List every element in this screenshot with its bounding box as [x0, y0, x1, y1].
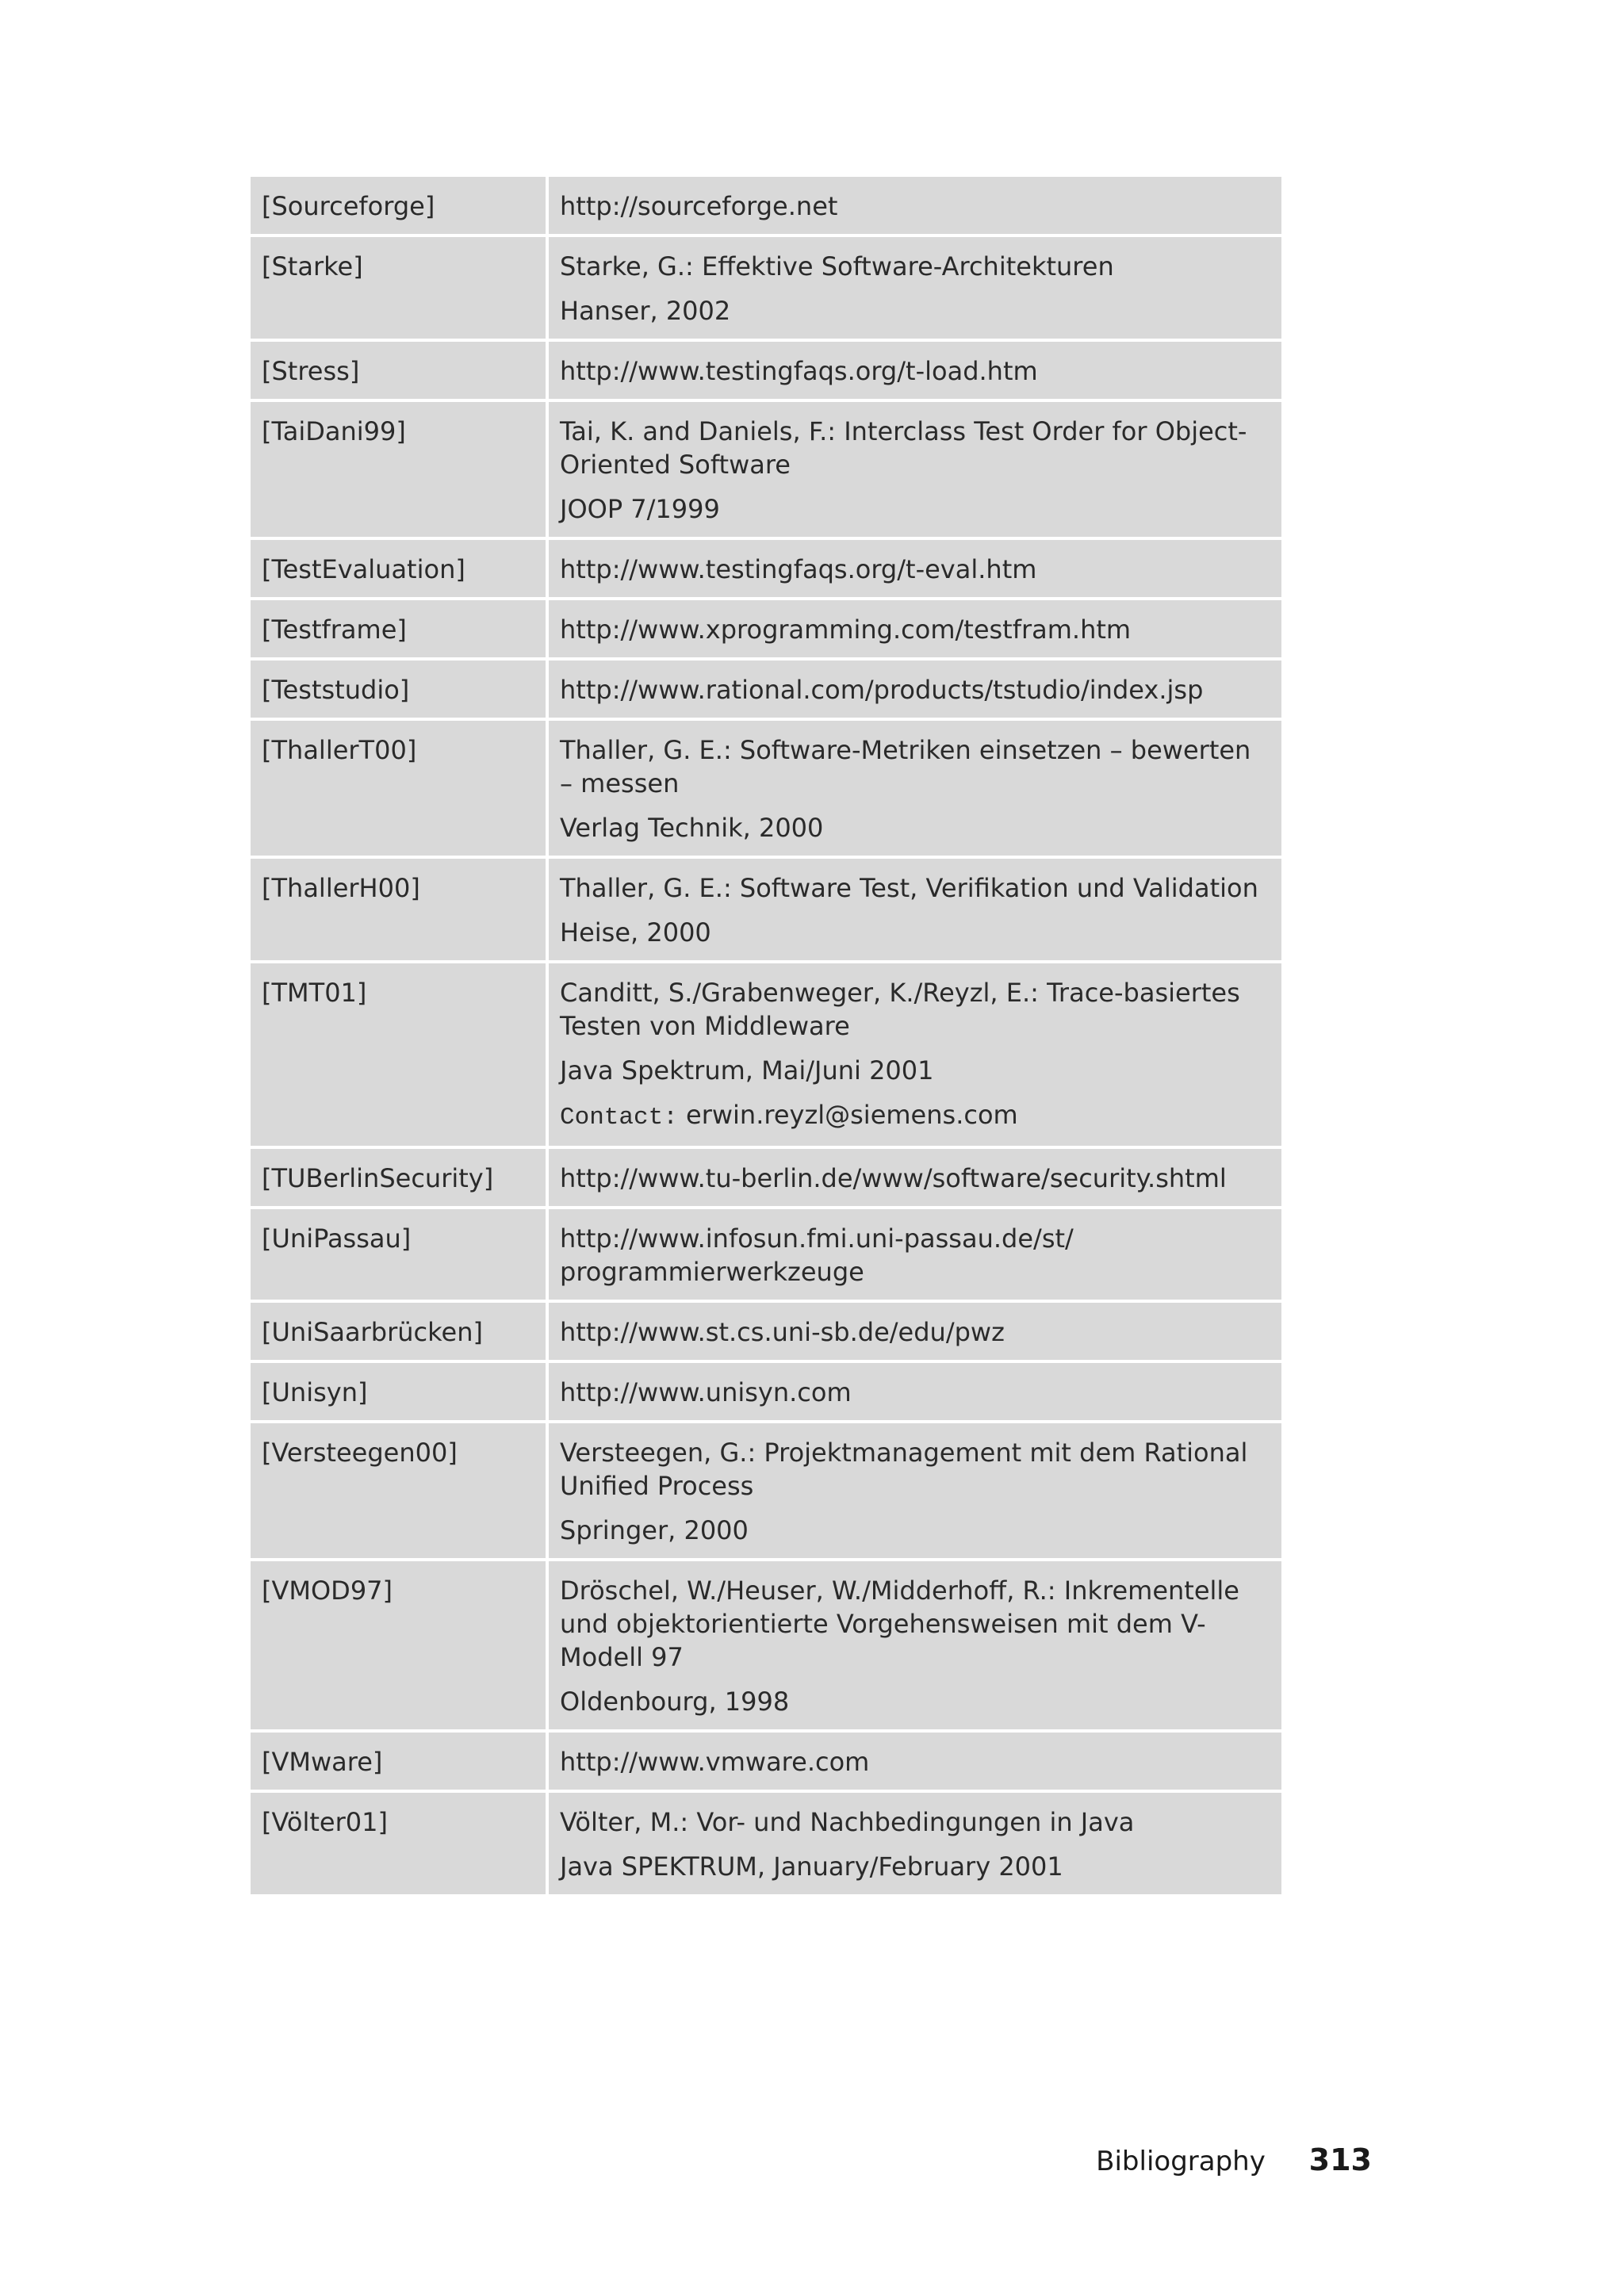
- citation-line: [560, 871, 1270, 905]
- page-number: 313: [1308, 2142, 1372, 2177]
- reference-citation: [547, 1361, 1283, 1422]
- reference-citation: [547, 340, 1283, 400]
- citation-line: [560, 1222, 1270, 1288]
- citation-text: Springer, 2000: [560, 1515, 749, 1545]
- citation-text: http://www.unisyn.com: [560, 1377, 852, 1407]
- reference-key: [Versteegen00]: [249, 1422, 547, 1560]
- citation-line: [560, 250, 1270, 283]
- bibliography-row: [249, 857, 1283, 962]
- citation-text: Thaller, G. E.: Software-Metriken einsetzen – bewerten – messen: [560, 735, 1251, 798]
- contact-label: Contact:: [560, 1104, 678, 1131]
- reference-key: [VMware]: [249, 1731, 547, 1791]
- citation-line: [560, 1850, 1270, 1883]
- bibliography-row: [249, 1208, 1283, 1301]
- reference-citation: [547, 1731, 1283, 1791]
- reference-citation: [547, 962, 1283, 1147]
- bibliography-row: [249, 340, 1283, 400]
- bibliography-row: [249, 175, 1283, 235]
- citation-line: [560, 1098, 1270, 1135]
- bibliography-row: [249, 962, 1283, 1147]
- reference-key: [TaiDani99]: [249, 400, 547, 538]
- citation-text: Hanser, 2002: [560, 296, 731, 326]
- citation-line: [560, 1514, 1270, 1547]
- reference-key: [Unisyn]: [249, 1361, 547, 1422]
- citation-line: [560, 553, 1270, 586]
- citation-text: Java SPEKTRUM, January/February 2001: [560, 1851, 1063, 1882]
- bibliography-row: [249, 538, 1283, 599]
- reference-key: [Teststudio]: [249, 659, 547, 719]
- citation-line: [560, 415, 1270, 481]
- bibliography-table-body: [249, 175, 1283, 1896]
- reference-key: [ThallerT00]: [249, 719, 547, 857]
- bibliography-row: [249, 1361, 1283, 1422]
- bibliography-row: [249, 659, 1283, 719]
- reference-key: [Starke]: [249, 235, 547, 340]
- citation-line: [560, 1574, 1270, 1674]
- citation-text: http://www.testingfaqs.org/t-load.htm: [560, 356, 1038, 386]
- citation-text: http://www.infosun.fmi.uni-passau.de/st/ programmierwerkzeuge: [560, 1223, 1074, 1287]
- reference-citation: [547, 1208, 1283, 1301]
- bibliography-row: [249, 1147, 1283, 1208]
- reference-citation: [547, 1147, 1283, 1208]
- citation-text: http://www.vmware.com: [560, 1747, 870, 1777]
- citation-line: [560, 294, 1270, 327]
- reference-citation: [547, 400, 1283, 538]
- reference-citation: [547, 719, 1283, 857]
- reference-key: [VMOD97]: [249, 1560, 547, 1731]
- page-footer: [1096, 2144, 1372, 2177]
- citation-text: erwin.reyzl@siemens.com: [686, 1100, 1018, 1130]
- running-head: Bibliography: [1096, 2146, 1266, 2177]
- bibliography-row: [249, 1560, 1283, 1731]
- citation-text: Dröschel, W./Heuser, W./Midderhoff, R.: Inkrementelle und objektorientierte Vorgehensweisen mit dem V-Modell 97: [560, 1576, 1239, 1672]
- citation-text: Heise, 2000: [560, 917, 711, 948]
- bibliography-row: [249, 235, 1283, 340]
- citation-line: [560, 673, 1270, 706]
- citation-line: [560, 1162, 1270, 1195]
- reference-citation: [547, 1791, 1283, 1896]
- citation-text: Starke, G.: Effektive Software-Architekturen: [560, 251, 1114, 281]
- citation-text: Völter, M.: Vor- und Nachbedingungen in Java: [560, 1807, 1135, 1837]
- citation-line: [560, 354, 1270, 388]
- citation-line: [560, 1315, 1270, 1349]
- reference-citation: [547, 538, 1283, 599]
- reference-key: [Testframe]: [249, 599, 547, 659]
- citation-line: [560, 916, 1270, 949]
- citation-text: Tai, K. and Daniels, F.: Interclass Test Order for Object-Oriented Software: [560, 416, 1247, 480]
- reference-citation: [547, 235, 1283, 340]
- citation-line: [560, 492, 1270, 526]
- citation-line: [560, 811, 1270, 844]
- citation-text: http://sourceforge.net: [560, 191, 838, 221]
- bibliography-row: [249, 1422, 1283, 1560]
- bibliography-row: [249, 1731, 1283, 1791]
- reference-citation: [547, 1301, 1283, 1361]
- bibliography-row: [249, 1791, 1283, 1896]
- reference-key: [TUBerlinSecurity]: [249, 1147, 547, 1208]
- bibliography-row: [249, 1301, 1283, 1361]
- citation-text: Java Spektrum, Mai/Juni 2001: [560, 1055, 934, 1085]
- reference-citation: [547, 1560, 1283, 1731]
- citation-line: [560, 1054, 1270, 1087]
- citation-line: [560, 1805, 1270, 1839]
- bibliography-row: [249, 599, 1283, 659]
- citation-text: Versteegen, G.: Projektmanagement mit dem Rational Unified Process: [560, 1438, 1248, 1501]
- reference-key: [TMT01]: [249, 962, 547, 1147]
- citation-line: [560, 613, 1270, 646]
- citation-line: [560, 1436, 1270, 1503]
- reference-citation: [547, 599, 1283, 659]
- reference-citation: [547, 857, 1283, 962]
- citation-text: JOOP 7/1999: [560, 494, 720, 524]
- citation-text: http://www.tu-berlin.de/www/software/security.shtml: [560, 1163, 1227, 1193]
- citation-text: Verlag Technik, 2000: [560, 813, 824, 843]
- reference-citation: [547, 659, 1283, 719]
- citation-line: [560, 190, 1270, 223]
- citation-text: Thaller, G. E.: Software Test, Verifikation und Validation: [560, 873, 1258, 903]
- reference-key: [UniSaarbrücken]: [249, 1301, 547, 1361]
- reference-key: [Stress]: [249, 340, 547, 400]
- citation-text: http://www.rational.com/products/tstudio/index.jsp: [560, 675, 1204, 705]
- reference-citation: [547, 1422, 1283, 1560]
- reference-key: [Völter01]: [249, 1791, 547, 1896]
- citation-text: http://www.st.cs.uni-sb.de/edu/pwz: [560, 1317, 1005, 1347]
- citation-line: [560, 1376, 1270, 1409]
- citation-text: Canditt, S./Grabenweger, K./Reyzl, E.: Trace-basiertes Testen von Middleware: [560, 978, 1240, 1041]
- citation-line: [560, 1685, 1270, 1718]
- reference-key: [TestEvaluation]: [249, 538, 547, 599]
- reference-key: [Sourceforge]: [249, 175, 547, 235]
- reference-key: [ThallerH00]: [249, 857, 547, 962]
- citation-line: [560, 733, 1270, 800]
- bibliography-table: [247, 174, 1285, 1897]
- citation-line: [560, 1745, 1270, 1779]
- citation-text: http://www.xprogramming.com/testfram.htm: [560, 615, 1132, 645]
- reference-citation: [547, 175, 1283, 235]
- citation-line: [560, 976, 1270, 1043]
- citation-text: http://www.testingfaqs.org/t-eval.htm: [560, 554, 1037, 584]
- bibliography-row: [249, 719, 1283, 857]
- bibliography-row: [249, 400, 1283, 538]
- citation-text: Oldenbourg, 1998: [560, 1687, 790, 1717]
- reference-key: [UniPassau]: [249, 1208, 547, 1301]
